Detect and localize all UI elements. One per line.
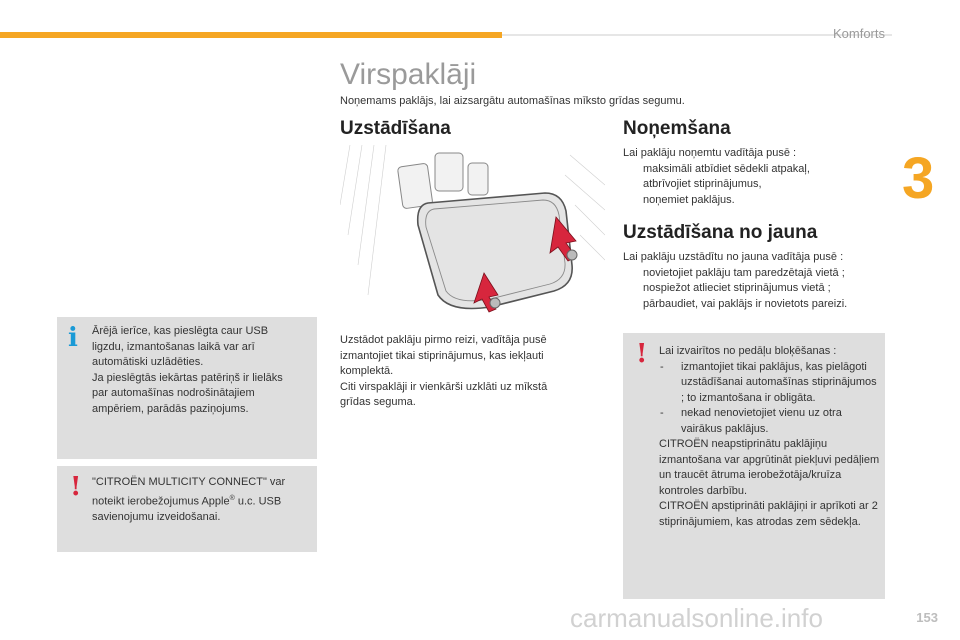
- reinstall-heading: Uzstādīšana no jauna: [623, 222, 818, 243]
- list-item: novietojiet paklāju tam paredzētajā vietā ;: [643, 266, 845, 279]
- chapter-number: 3: [902, 146, 935, 211]
- intro-text: Noņemams paklājs, lai aizsargātu automašīnas mīksto grīdas segumu.: [340, 95, 685, 107]
- reinstall-section: [623, 250, 893, 312]
- info-icon: i: [68, 323, 78, 353]
- floor-mat-illustration: [340, 145, 605, 315]
- warning-icon: !: [70, 472, 82, 502]
- watermark: carmanualsonline.info: [570, 603, 823, 633]
- install-line: Citi virspaklāji ir vienkārši uzklāti uz mīkstā: [340, 380, 548, 393]
- pedal-warning-list: [659, 360, 881, 438]
- reinstall-steps: [623, 266, 893, 313]
- install-line: grīdas seguma.: [340, 396, 416, 408]
- section-name: Komforts: [832, 26, 885, 41]
- install-line: Uzstādot paklāju pirmo reizi, vadītāja pusē: [340, 334, 547, 346]
- removal-lead: Lai paklāju noņemtu vadītāja pusē :: [623, 147, 797, 159]
- list-item: noņemiet paklājus.: [643, 193, 735, 206]
- list-item: pārbaudiet, vai paklājs ir novietots pareizi.: [643, 297, 848, 310]
- info-box-text: Ārējā ierīce, kas pieslēgta caur USB ligzdu, izmantošanas laikā var arī automātiski uzlādēties. Ja pieslēgtās iekārtas patēriņš ir lielāks par automašīnas nodrošinātajiem ampēriem, parādās paziņojums.: [92, 325, 283, 415]
- warning-box-text: "CITROËN MULTICITY CONNECT" var noteikt ierobežojumus Apple® u.c. USB savienojumu izveidošanai.: [92, 476, 286, 523]
- warning-icon: !: [636, 339, 648, 369]
- list-item: - izmantojiet tikai paklājus, kas pielāgoti uzstādīšanai automašīnas stiprinājumos ; to izmantošana ir obligāta.: [660, 360, 877, 404]
- install-line: komplektā.: [340, 365, 394, 377]
- pedal-warning-text: Lai izvairītos no pedāļu bloķēšanas : - izmantojiet tikai paklājus, kas pielāgoti uzstādīšanai automašīnas stiprinājumos ; to izmantošana ir obligāta. - nekad nenovietojiet vienu uz otra vairākus paklājus. CITROËN neapstiprinātu paklājiņu izmantošana var apgrūtināt piekļuvi pedāļiem un traucēt ātruma ierobežotāja/kruīza kontroles darbību. CITROËN apstiprināti paklājiņi ir aprīkoti ar 2 stiprinājumiem, kas atrodas zem sēdekļa.: [659, 345, 880, 528]
- removal-steps: [623, 162, 893, 209]
- header-accent-bar: [0, 32, 502, 38]
- list-item: atbrīvojiet stiprinājumus,: [643, 178, 762, 190]
- usb-info-box: [57, 317, 317, 459]
- removal-section: [623, 146, 893, 208]
- install-text: [340, 333, 600, 411]
- removal-heading: Noņemšana: [623, 118, 731, 139]
- page-number: 153: [916, 610, 938, 625]
- list-item: maksimāli atbīdiet sēdekli atpakaļ,: [643, 162, 810, 175]
- reinstall-lead: Lai paklāju uzstādītu no jauna vadītāja pusē :: [623, 251, 844, 263]
- pedal-warning-box: [623, 333, 885, 599]
- install-heading: Uzstādīšana: [340, 118, 451, 139]
- install-line: izmantojiet tikai stiprinājumus, kas iekļauti: [340, 349, 544, 362]
- page-title: Virspaklāji: [340, 58, 477, 91]
- list-item: nospiežot atlieciet stiprinājumus vietā ;: [643, 282, 831, 294]
- usb-warning-box: [57, 466, 317, 552]
- list-item: - nekad nenovietojiet vienu uz otra vairākus paklājus.: [660, 407, 842, 435]
